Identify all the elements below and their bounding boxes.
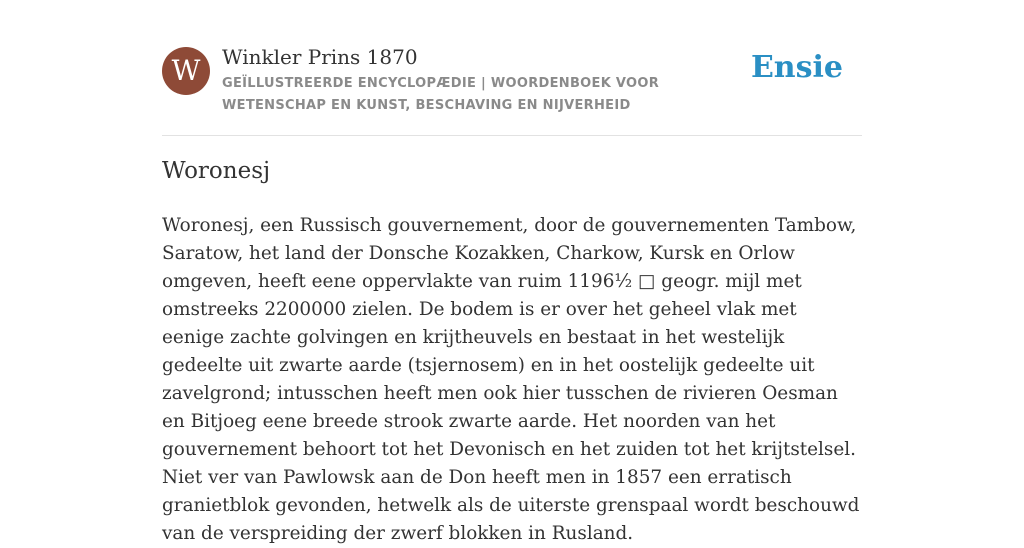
source-avatar[interactable]: W [162,47,210,95]
source-title[interactable]: Winkler Prins 1870 [222,45,418,69]
article-body: Woronesj, een Russisch gouvernement, door de gouvernementen Tambow, Saratow, het land der Donsche Kozakken, Charkow, Kursk en Orlow omgeven, heeft eene oppervlakte van ruim 1196½ □ geogr. mijl met omstreeks 2200000 zielen. De bodem is er over het geheel vlak met eenige zachte golvingen en krijtheuvels en bestaat in het westelijk gedeelte uit zwarte aarde (tsjernosem) en in het oostelijk gedeelte uit zavelgrond; intusschen heeft men ook hier tusschen de rivieren Oesman en Bitjoeg eene breede strook zwarte aarde. Het noorden van het gouvernement behoort tot het Devonisch en het zuiden tot het krijtstelsel. Niet ver van Pawlowsk aan de Don heeft men in 1857 een erratisch granietblok gevonden, hetwelk als de uiterste grenspaal wordt beschouwd van de verspreiding der zwerf blokken in Rusland. [162,215,860,544]
article-title: Woronesj [162,158,271,184]
header-divider [162,135,862,136]
source-subtitle: GEÏLLUSTREERDE ENCYCLOPÆDIE | WOORDENBOEK VOOR WETENSCHAP EN KUNST, BESCHAVING EN NIJVERHEID [222,76,660,113]
source-header [162,44,862,136]
brand-logo-link[interactable]: Ensie [750,50,843,85]
